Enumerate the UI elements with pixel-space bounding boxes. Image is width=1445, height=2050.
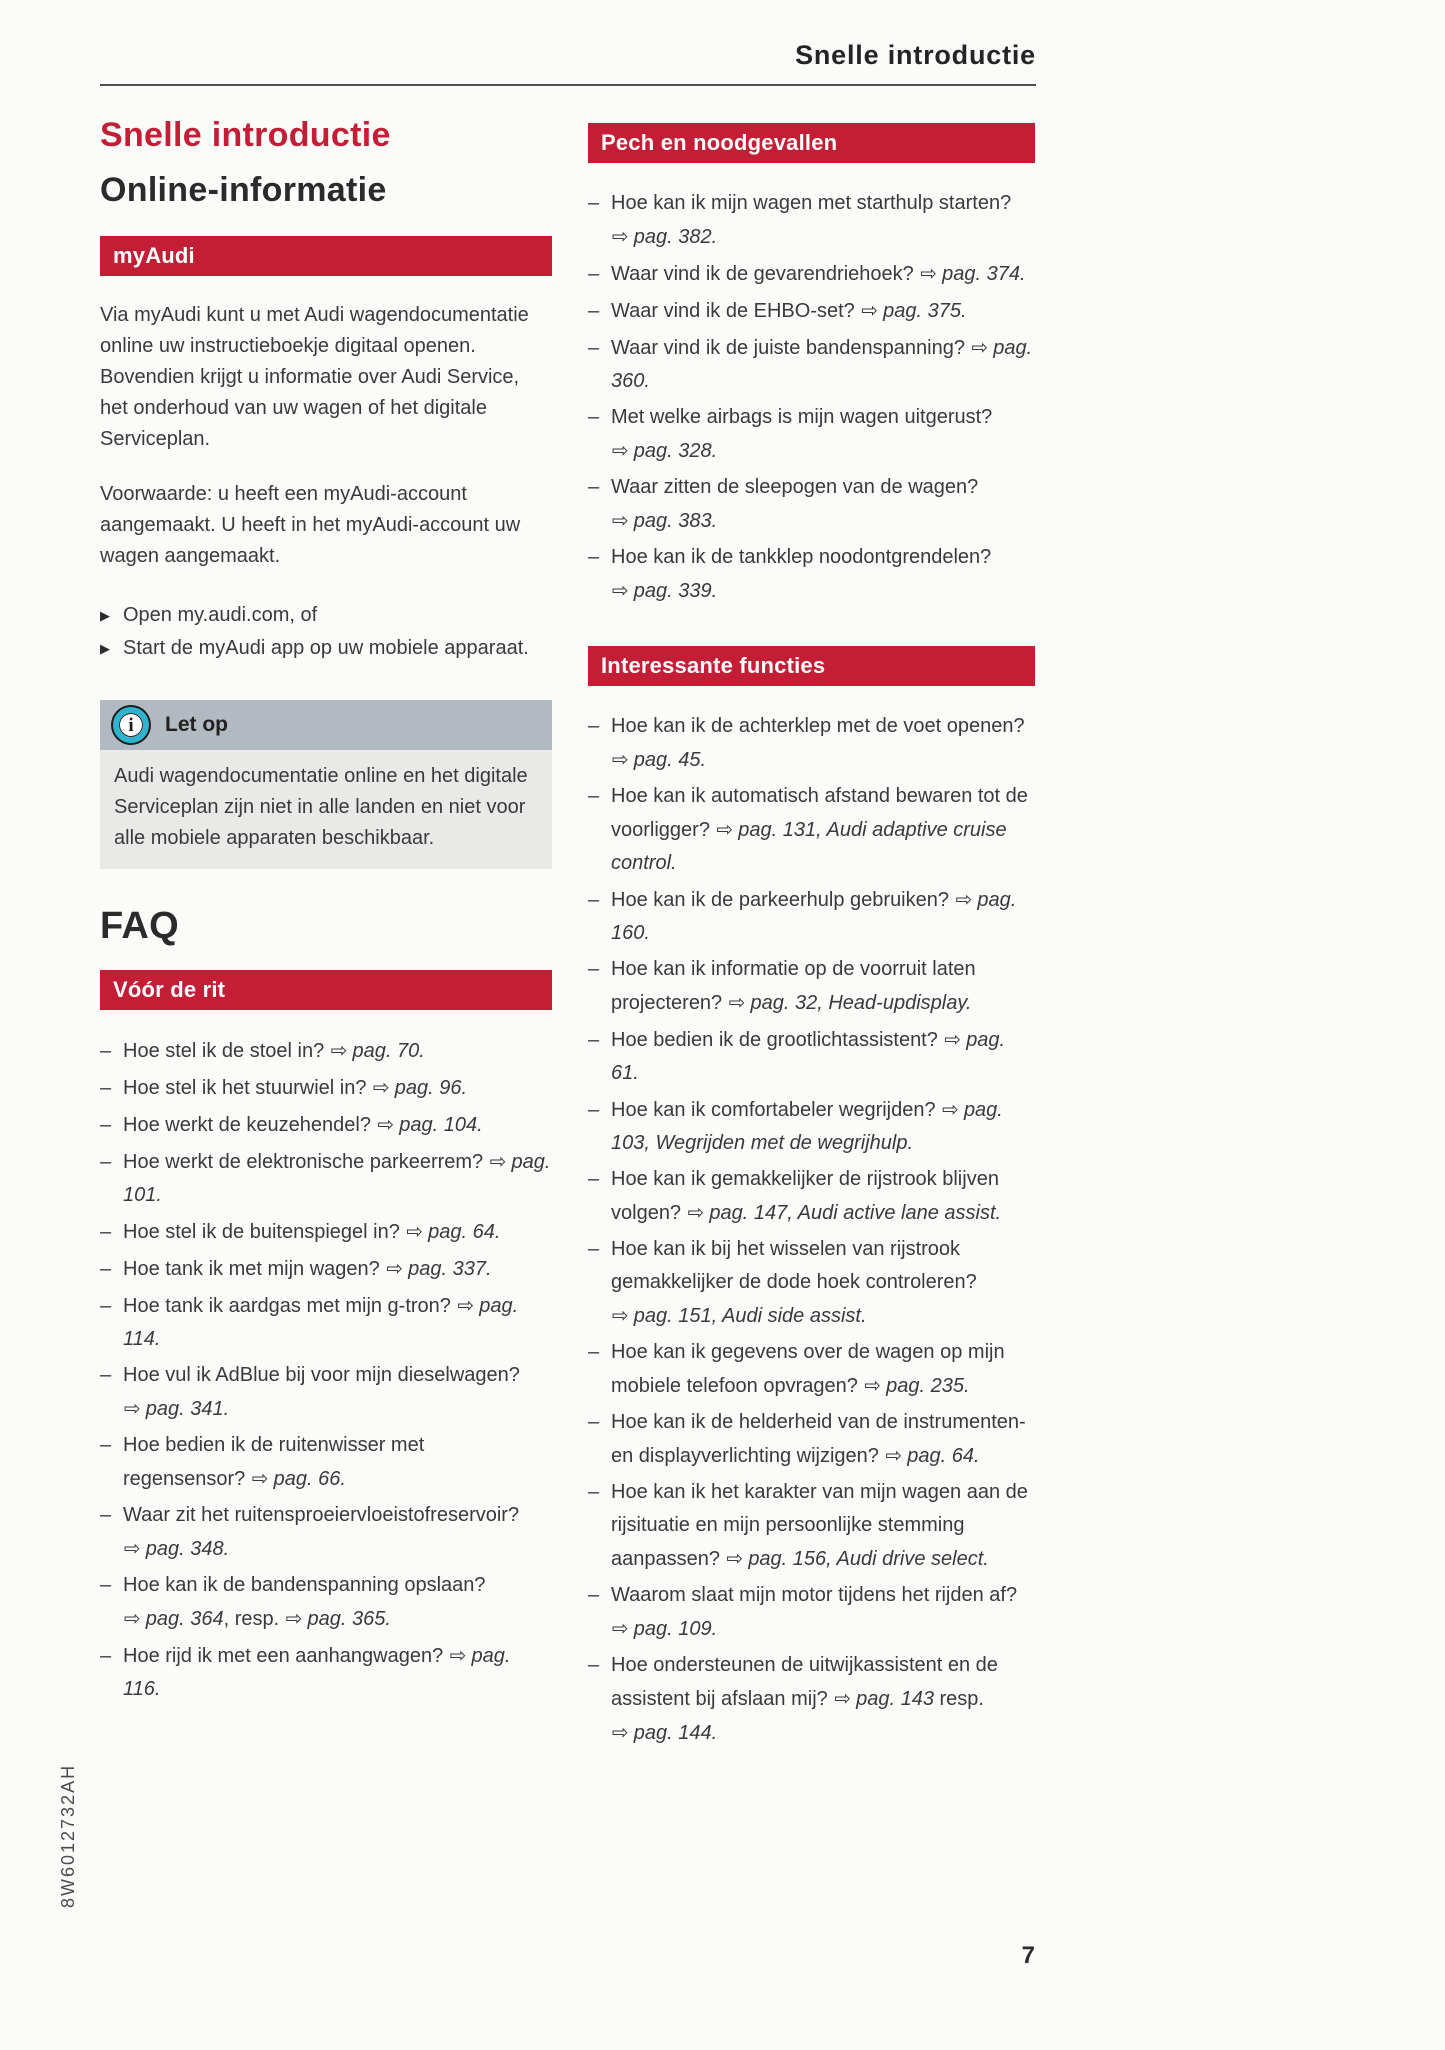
reference-arrow-icon: ⇨ bbox=[864, 1373, 882, 1397]
page-reference: pag. 101. bbox=[123, 1151, 551, 1207]
page-reference: pag. 348. bbox=[145, 1538, 230, 1561]
faq-item bbox=[588, 1406, 1035, 1473]
faq-item bbox=[588, 1023, 1035, 1090]
page-reference: pag. 360. bbox=[611, 337, 1033, 392]
faq-item bbox=[588, 1093, 1035, 1160]
right-column bbox=[588, 123, 1035, 1753]
reference-arrow-icon: ⇨ bbox=[406, 1219, 424, 1244]
dash-bullet: – bbox=[100, 1645, 112, 1668]
dash-bullet: – bbox=[588, 1341, 600, 1363]
reference-arrow-icon: ⇨ bbox=[457, 1293, 475, 1318]
question-text: Waarom slaat mijn motor tijdens het rijden af? bbox=[611, 1584, 1018, 1606]
reference-arrow-icon: ⇨ bbox=[612, 578, 629, 602]
action-bullet-list bbox=[100, 600, 552, 664]
running-header-title: Snelle introductie bbox=[795, 40, 1036, 70]
page-reference: pag. 116. bbox=[123, 1645, 511, 1701]
page-reference: pag. 337. bbox=[408, 1258, 492, 1281]
page-reference: pag. 143 bbox=[856, 1688, 934, 1710]
question-text: Waar vind ik de gevarendriehoek? bbox=[611, 263, 920, 285]
dash-bullet: – bbox=[588, 337, 600, 359]
page-reference: pag. 365. bbox=[307, 1608, 391, 1631]
faq-item bbox=[588, 541, 1035, 608]
dash-bullet: – bbox=[588, 406, 600, 428]
reference-arrow-icon: ⇨ bbox=[330, 1038, 348, 1063]
faq-item bbox=[100, 1215, 552, 1249]
note-title: Let op bbox=[165, 713, 228, 737]
dash-bullet: – bbox=[588, 958, 600, 980]
paragraph-myaudi-2: Voorwaarde: u heeft een myAudi-account aangemaakt. U heeft in het myAudi-account uw wagen aangemaakt. bbox=[100, 483, 521, 568]
dash-bullet: – bbox=[588, 476, 600, 498]
page-reference: pag. 328. bbox=[633, 440, 718, 462]
header-rule bbox=[100, 84, 1036, 86]
faq-item bbox=[588, 710, 1035, 777]
dash-bullet: – bbox=[588, 300, 600, 322]
page-reference: pag. 160. bbox=[611, 889, 1017, 944]
paragraph-myaudi-1: Via myAudi kunt u met Audi wagendocumentatie online uw instructieboekje digitaal openen. Bovendien krijgt u informatie over Audi Service, het onderhoud van uw wagen of het digitale Serviceplan. bbox=[100, 304, 529, 451]
info-icon: i bbox=[113, 707, 149, 743]
dash-bullet: – bbox=[588, 1584, 600, 1606]
dash-bullet: – bbox=[100, 1077, 112, 1100]
question-text: Hoe bedien ik de grootlichtassistent? bbox=[611, 1029, 944, 1051]
reference-arrow-icon: ⇨ bbox=[612, 747, 629, 771]
faq-item bbox=[588, 257, 1035, 291]
page-reference: pag. 375. bbox=[883, 300, 967, 322]
question-text: Waar zit het ruitensproeiervloeistofreservoir? bbox=[123, 1504, 520, 1527]
page-reference: pag. 382. bbox=[633, 226, 718, 248]
reference-arrow-icon: ⇨ bbox=[377, 1112, 395, 1137]
spine-code: 8W6012732AH bbox=[58, 1763, 78, 1908]
faq-item bbox=[100, 1289, 552, 1356]
reference-arrow-icon: ⇨ bbox=[612, 1720, 629, 1744]
page-reference: pag. 374. bbox=[942, 263, 1026, 285]
faq-item bbox=[588, 953, 1035, 1020]
page-reference: pag. 151, Audi side assist. bbox=[633, 1305, 867, 1327]
question-text: Hoe kan ik de bandenspanning opslaan? bbox=[123, 1574, 486, 1597]
question-text: Hoe tank ik aardgas met mijn g-tron? bbox=[123, 1295, 457, 1318]
section-bar-label: Vóór de rit bbox=[113, 977, 226, 1003]
question-text: Waar vind ik de EHBO-set? bbox=[611, 300, 861, 322]
question-text: Hoe kan ik de achterklep met de voet openen? bbox=[611, 715, 1025, 737]
faq-item bbox=[100, 1429, 552, 1496]
reference-arrow-icon: ⇨ bbox=[716, 817, 734, 841]
dash-bullet: – bbox=[588, 1411, 600, 1433]
question-text: Hoe ondersteunen de uitwijkassistent en de assistent bij afslaan mij? bbox=[611, 1654, 998, 1710]
reference-arrow-icon: ⇨ bbox=[449, 1643, 467, 1668]
reference-arrow-icon: ⇨ bbox=[612, 1616, 629, 1640]
question-text: Hoe kan ik automatisch afstand bewaren tot de voorligger? bbox=[611, 785, 1028, 841]
question-text: Hoe kan ik comfortabeler wegrijden? bbox=[611, 1099, 942, 1121]
reference-arrow-icon: ⇨ bbox=[612, 1303, 629, 1327]
reference-arrow-icon: ⇨ bbox=[920, 261, 938, 285]
section-title: Snelle introductie bbox=[100, 116, 391, 154]
reference-arrow-icon: ⇨ bbox=[612, 508, 629, 532]
note-box bbox=[100, 700, 552, 869]
dash-bullet: – bbox=[100, 1040, 112, 1063]
question-text: Hoe kan ik bij het wisselen van rijstrook gemakkelijker de dode hoek controleren? bbox=[611, 1238, 977, 1293]
bullet-triangle-icon: ▶ bbox=[100, 641, 110, 657]
page-reference: pag. 339. bbox=[633, 580, 718, 602]
reference-arrow-icon: ⇨ bbox=[285, 1606, 303, 1631]
note-body: Audi wagendocumentatie online en het digitale Serviceplan zijn niet in alle landen en niet voor alle mobiele apparaten beschikbaar. bbox=[100, 750, 552, 869]
dash-bullet: – bbox=[588, 1481, 600, 1503]
dash-bullet: – bbox=[100, 1504, 112, 1527]
dash-bullet: – bbox=[588, 1029, 600, 1051]
question-text: Hoe kan ik informatie op de voorruit laten projecteren? bbox=[611, 958, 976, 1014]
faq-item bbox=[100, 1145, 552, 1212]
reference-arrow-icon: ⇨ bbox=[124, 1606, 141, 1631]
dash-bullet: – bbox=[588, 546, 600, 568]
page-reference: pag. 104. bbox=[399, 1114, 483, 1137]
page-reference: pag. 144. bbox=[633, 1722, 718, 1744]
faq-item bbox=[100, 1034, 552, 1068]
page-reference: pag. 64. bbox=[428, 1221, 501, 1244]
question-text: Waar zitten de sleepogen van de wagen? bbox=[611, 476, 979, 498]
emergencies-question-list bbox=[588, 187, 1035, 608]
page-reference: pag. 96. bbox=[394, 1077, 468, 1100]
faq-item bbox=[100, 1639, 552, 1706]
page-reference: pag. 235. bbox=[886, 1375, 970, 1397]
dash-bullet: – bbox=[100, 1574, 112, 1597]
subsection-title: Online-informatie bbox=[100, 171, 387, 210]
dash-bullet: – bbox=[588, 1168, 600, 1190]
question-text: Waar vind ik de juiste bandenspanning? bbox=[611, 337, 971, 359]
dash-bullet: – bbox=[588, 1099, 600, 1121]
question-text: Hoe kan ik de tankklep noodontgrendelen? bbox=[611, 546, 992, 568]
question-text: Hoe kan ik gegevens over de wagen op mijn mobiele telefoon opvragen? bbox=[611, 1341, 1005, 1397]
page-reference: pag. 32, Head-updisplay. bbox=[750, 992, 972, 1014]
question-text: Hoe werkt de keuzehendel? bbox=[123, 1114, 377, 1137]
page-reference: pag. 70. bbox=[352, 1040, 425, 1063]
faq-item bbox=[588, 1163, 1035, 1230]
page-reference: pag. 364 bbox=[145, 1608, 224, 1631]
reference-arrow-icon: ⇨ bbox=[942, 1097, 959, 1121]
question-text: Hoe kan ik het karakter van mijn wagen aan de rijsituatie en mijn persoonlijke stemming aanpassen? bbox=[611, 1481, 1028, 1570]
bullet-triangle-icon: ▶ bbox=[100, 608, 110, 624]
faq-item bbox=[100, 1569, 552, 1636]
page-reference: pag. 66. bbox=[273, 1468, 346, 1491]
page-reference: pag. 147, Audi active lane assist. bbox=[709, 1202, 1002, 1224]
dash-bullet: – bbox=[100, 1295, 112, 1318]
question-text: Hoe kan ik de helderheid van de instrumenten- en displayverlichting wijzigen? bbox=[611, 1411, 1026, 1467]
reference-arrow-icon: ⇨ bbox=[861, 298, 879, 322]
reference-arrow-icon: ⇨ bbox=[612, 438, 629, 462]
question-text: Hoe rijd ik met een aanhangwagen? bbox=[123, 1645, 449, 1668]
reference-arrow-icon: ⇨ bbox=[971, 335, 989, 359]
faq-item bbox=[588, 1233, 1035, 1333]
section-bar-label: Pech en noodgevallen bbox=[601, 130, 838, 155]
faq-item bbox=[588, 401, 1035, 468]
faq-item bbox=[100, 1071, 552, 1105]
page-reference: pag. 114. bbox=[123, 1295, 519, 1351]
before-ride-section-bar bbox=[100, 970, 552, 1010]
page-reference: pag. 341. bbox=[145, 1398, 230, 1421]
section-bar-label: myAudi bbox=[113, 243, 195, 269]
dash-bullet: – bbox=[588, 785, 600, 807]
faq-item bbox=[588, 1336, 1035, 1403]
faq-item bbox=[588, 1476, 1035, 1576]
features-section-bar bbox=[588, 646, 1035, 686]
dash-bullet: – bbox=[588, 715, 600, 737]
dash-bullet: – bbox=[100, 1434, 112, 1457]
question-text: Hoe kan ik de parkeerhulp gebruiken? bbox=[611, 889, 955, 911]
question-text: Hoe kan ik mijn wagen met starthulp starten? bbox=[611, 192, 1012, 214]
action-item: ▶ Start de myAudi app op uw mobiele apparaat. bbox=[100, 633, 552, 664]
reference-arrow-icon: ⇨ bbox=[373, 1075, 390, 1100]
features-question-list bbox=[588, 710, 1035, 1750]
question-text: Hoe kan ik gemakkelijker de rijstrook blijven volgen? bbox=[611, 1168, 999, 1224]
page-reference: pag. 131, Audi adaptive cruise control. bbox=[611, 819, 1007, 874]
reference-arrow-icon: ⇨ bbox=[955, 887, 973, 911]
faq-item bbox=[588, 187, 1035, 254]
question-text: Hoe vul ik AdBlue bij voor mijn dieselwagen? bbox=[123, 1364, 520, 1387]
emergencies-section-bar bbox=[588, 123, 1035, 163]
question-text: Met welke airbags is mijn wagen uitgerust? bbox=[611, 406, 993, 428]
reference-arrow-icon: ⇨ bbox=[124, 1536, 141, 1561]
dash-bullet: – bbox=[100, 1258, 112, 1281]
page-reference: pag. 61. bbox=[611, 1029, 1006, 1084]
question-text: , resp. bbox=[223, 1608, 285, 1631]
dash-bullet: – bbox=[100, 1151, 112, 1174]
reference-arrow-icon: ⇨ bbox=[726, 1546, 744, 1570]
action-item: ▶ Open my.audi.com, of bbox=[100, 600, 552, 631]
dash-bullet: – bbox=[100, 1364, 112, 1387]
section-bar-label: Interessante functies bbox=[601, 653, 826, 678]
page-reference: pag. 156, Audi drive select. bbox=[748, 1548, 989, 1570]
dash-bullet: – bbox=[100, 1114, 112, 1137]
page-reference: pag. 103, Wegrijden met de wegrijhulp. bbox=[611, 1099, 1003, 1154]
reference-arrow-icon: ⇨ bbox=[728, 990, 746, 1014]
page-reference: pag. 109. bbox=[633, 1618, 718, 1640]
reference-arrow-icon: ⇨ bbox=[687, 1200, 705, 1224]
reference-arrow-icon: ⇨ bbox=[834, 1686, 852, 1710]
faq-item bbox=[100, 1252, 552, 1286]
faq-item bbox=[588, 883, 1035, 950]
question-text: resp. bbox=[933, 1688, 984, 1710]
faq-item bbox=[588, 471, 1035, 538]
myaudi-section-bar bbox=[100, 236, 552, 276]
question-text: Hoe stel ik de buitenspiegel in? bbox=[123, 1221, 406, 1244]
reference-arrow-icon: ⇨ bbox=[124, 1396, 141, 1421]
reference-arrow-icon: ⇨ bbox=[251, 1466, 269, 1491]
page-number: 7 bbox=[1021, 1942, 1035, 1969]
reference-arrow-icon: ⇨ bbox=[885, 1443, 903, 1467]
reference-arrow-icon: ⇨ bbox=[489, 1149, 507, 1174]
note-header bbox=[100, 700, 552, 750]
before-ride-question-list bbox=[100, 1034, 552, 1706]
faq-item bbox=[100, 1499, 552, 1566]
faq-item bbox=[588, 1579, 1035, 1646]
faq-title: FAQ bbox=[100, 905, 180, 948]
reference-arrow-icon: ⇨ bbox=[612, 224, 629, 248]
page-reference: pag. 45. bbox=[633, 749, 707, 771]
dash-bullet: – bbox=[588, 1654, 600, 1676]
faq-item bbox=[588, 331, 1035, 398]
faq-item bbox=[100, 1108, 552, 1142]
question-text: Hoe stel ik de stoel in? bbox=[123, 1040, 330, 1063]
page-reference: pag. 383. bbox=[633, 510, 718, 532]
dash-bullet: – bbox=[588, 889, 600, 911]
page-reference: pag. 64. bbox=[907, 1445, 980, 1467]
faq-item bbox=[588, 1649, 1035, 1750]
reference-arrow-icon: ⇨ bbox=[386, 1256, 404, 1281]
question-text: Hoe werkt de elektronische parkeerrem? bbox=[123, 1151, 489, 1174]
question-text: Hoe bedien ik de ruitenwisser met regensensor? bbox=[123, 1434, 425, 1491]
dash-bullet: – bbox=[588, 263, 600, 285]
dash-bullet: – bbox=[100, 1221, 112, 1244]
question-text: Hoe stel ik het stuurwiel in? bbox=[123, 1077, 373, 1100]
faq-item bbox=[100, 1359, 552, 1426]
faq-item bbox=[588, 780, 1035, 880]
dash-bullet: – bbox=[588, 192, 600, 214]
left-column bbox=[100, 116, 552, 1709]
reference-arrow-icon: ⇨ bbox=[944, 1027, 962, 1051]
question-text: Hoe tank ik met mijn wagen? bbox=[123, 1258, 386, 1281]
dash-bullet: – bbox=[588, 1238, 600, 1260]
faq-item bbox=[588, 294, 1035, 328]
